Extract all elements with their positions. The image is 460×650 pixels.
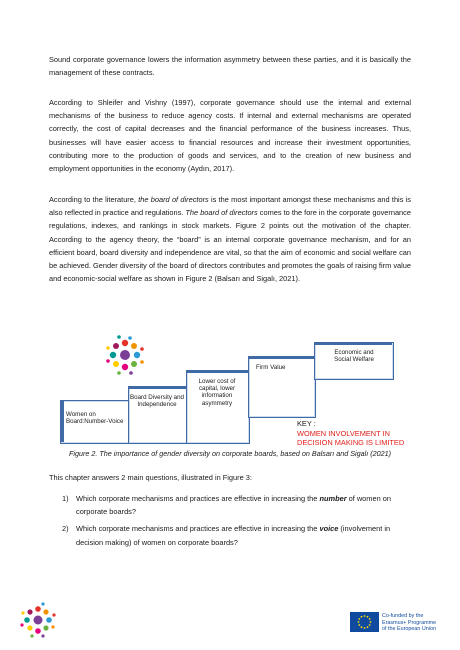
- question-keyword: voice: [319, 524, 339, 534]
- paragraph-3: [49, 193, 411, 285]
- question-list: [62, 492, 414, 553]
- step-5-accent: [314, 342, 392, 345]
- step-4-accent: [248, 356, 314, 359]
- paragraph-3-emphasis-1: the board of directors: [138, 195, 209, 204]
- question-number: 1): [62, 494, 69, 503]
- step-2-accent: [128, 386, 186, 389]
- step-4-label: Firm Value: [256, 364, 286, 371]
- paragraph-2: According to Shleifer and Vishny (1997), corporate governance should use the internal and external mechanisms of the business to reduce agency costs. If internal and external mechanisms are operated correctly, the cost of capital decreases and the financial performance of the business increases. Thus, businesses will have easier access to financial resources and increase their investment opportunities, contributing more to the production of goods and services, and to the creation of new business and employment opportunities in the economy (Aydın, 2017).: [49, 98, 411, 174]
- project-logo-icon: [102, 332, 148, 378]
- question-keyword: number: [319, 494, 347, 503]
- paragraph-3-part-b: is the most important amongst these mechanisms and this is also reflected in practice and regulations.: [49, 195, 412, 218]
- chapter-intro: This chapter answers 2 main questions, illustrated in Figure 3:: [49, 473, 252, 482]
- footer-logo-icon: [18, 600, 58, 640]
- step-5-label: Economic and Social Welfare: [334, 349, 374, 364]
- step-1-accent: [60, 400, 64, 442]
- question-item: [62, 522, 414, 548]
- eu-flag-icon: [350, 612, 379, 632]
- eu-text-line-3: of the European Union: [382, 626, 436, 632]
- figure-2-staircase: [60, 332, 405, 447]
- question-item: [62, 492, 414, 518]
- eu-text-line-1: Co-funded by the: [382, 613, 424, 619]
- key-text: WOMEN INVOLVEMENT IN DECISION MAKING IS LIMITED: [297, 429, 405, 447]
- paragraph-3-part-c: comes to the fore in the corporate governance regulations, indexes, and rankings in stock markets. Figure 2 points out the motivation of the chapter. According to the agency theory, the “board” is an internal corporate governance mechanism, and for an efficient board, board diversity and independence are vital, so that the aim of economic and social welfare can be achieved. Gender diversity of the board of directors contributes and promotes the goals of raising firm value and economic-social welfare as shown in Figure 2 (Balsarı and Sigalı, 2021).: [49, 208, 411, 284]
- question-text-pre: Which corporate mechanisms and practices are effective in increasing the: [76, 494, 320, 503]
- key-title: KEY :: [297, 419, 316, 428]
- eu-text-line-2: Erasmus+ Programme: [382, 619, 437, 626]
- paragraph-3-part-a: According to the literature,: [49, 195, 139, 204]
- question-text-pre: Which corporate mechanisms and practices are effective in increasing the: [76, 524, 320, 534]
- eu-funding-text: [382, 613, 436, 633]
- step-2-label: Board Diversity and Independence: [130, 394, 184, 409]
- paragraph-3-emphasis-2: The board of directors: [185, 208, 258, 218]
- question-text-post: of women on corporate boards?: [76, 494, 391, 517]
- question-text-post: (involvement in decision making) of women on corporate boards?: [76, 524, 391, 547]
- step-3-label: Lower cost of capital, lower information asymmetry: [198, 378, 236, 407]
- paragraph-1: Sound corporate governance lowers the information asymmetry between these parties, and it is basically the management of these contracts.: [49, 55, 411, 78]
- step-1-label: Women on Board:Number-Voice: [66, 411, 124, 426]
- figure-caption: Figure 2. The importance of gender diversity on corporate boards, based on Balsarı and Sigalı (2021): [68, 449, 392, 458]
- step-3-accent: [186, 370, 248, 373]
- question-number: 2): [62, 524, 69, 534]
